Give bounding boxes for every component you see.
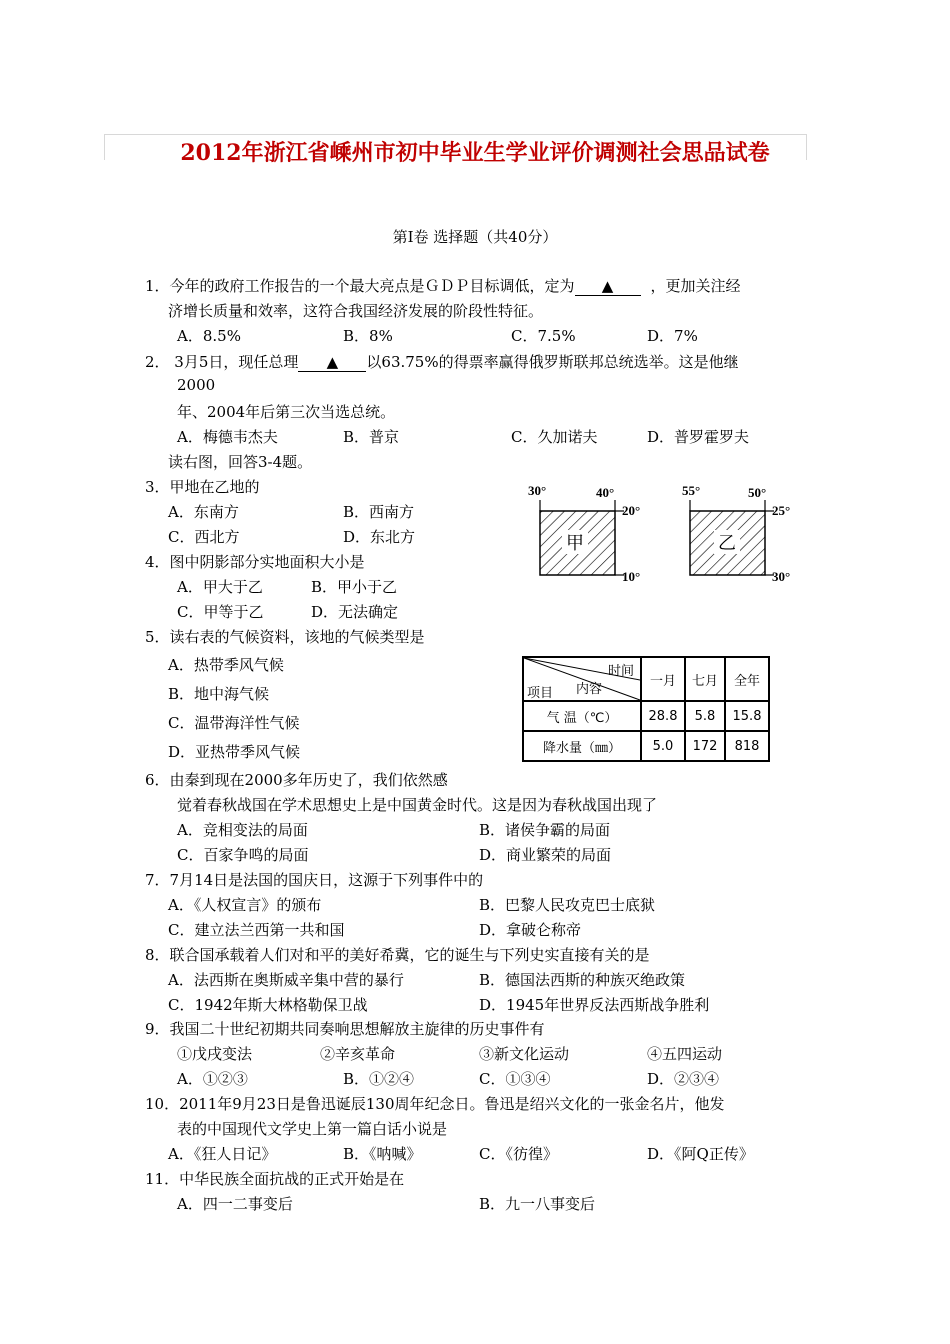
q10-option-c: C．《彷徨》 (479, 1145, 558, 1163)
q9-item-3: ③新文化运动 (479, 1045, 570, 1063)
q10-option-b: B．《呐喊》 (343, 1145, 422, 1163)
jia-label: 甲 (566, 533, 584, 553)
column-header: 七月 (685, 657, 725, 701)
table-header-row (523, 657, 769, 701)
table-cell: 172 (685, 731, 725, 761)
q1-option-a: A．8.5% (177, 327, 241, 345)
table-row (523, 731, 769, 761)
q2-line2: 2000 (177, 376, 216, 394)
q2-option-a: A．梅德韦杰夫 (177, 428, 278, 446)
q2-line1 (145, 351, 739, 372)
jia-lat-top: 20° (622, 503, 641, 518)
q9-item-2: ②辛亥革命 (320, 1045, 396, 1063)
q9-item-4: ④五四运动 (647, 1045, 723, 1063)
q1-option-d: D．7% (647, 327, 698, 345)
q2-option-b: B．普京 (343, 428, 400, 446)
q8-option-a: A．法西斯在奥斯威辛集中营的暴行 (168, 971, 404, 989)
yi-label: 乙 (718, 533, 736, 553)
q6-option-b: B．诸侯争霸的局面 (479, 821, 611, 839)
jia-lon-left: 30° (528, 483, 547, 498)
q7-stem: 7．7月14日是法国的国庆日，这源于下列事件中的 (145, 871, 484, 889)
q8-option-d: D．1945年世界反法西斯战争胜利 (479, 996, 710, 1014)
yi-lat-top: 25° (772, 503, 791, 518)
q11-stem: 11．中华民族全面抗战的正式开始是在 (145, 1170, 405, 1188)
q9-option-d: D．②③④ (647, 1070, 720, 1088)
map-jia (528, 483, 640, 584)
table-corner-cell (523, 657, 641, 701)
q2-blank: ▲ (298, 353, 366, 372)
q11-option-a: A．四一二事变后 (177, 1195, 293, 1213)
q1-stem-end: ，更加关注经 (650, 277, 741, 295)
q8-option-c: C．1942年斯大林格勒保卫战 (168, 996, 368, 1014)
latitude-longitude-figure (518, 478, 808, 590)
q6-line1: 6．由秦到现在2000多年历史了，我们依然感 (145, 771, 448, 789)
q2-option-c: C．久加诺夫 (511, 428, 598, 446)
q1-line2: 济增长质量和效率，这符合我国经济发展的阶段性特征。 (168, 302, 544, 320)
q5-option-c: C．温带海洋性气候 (168, 714, 300, 732)
q4-option-d: D．无法确定 (311, 603, 399, 621)
q7-option-b: B．巴黎人民攻克巴士底狱 (479, 896, 656, 914)
table-row (523, 701, 769, 731)
q10-line1: 10．2011年9月23日是鲁迅诞辰130周年纪念日。鲁迅是绍兴文化的一张金名片，他发 (145, 1095, 725, 1113)
q3-option-d: D．东北方 (343, 528, 416, 546)
q5-option-a: A．热带季风气候 (168, 656, 284, 674)
q6-option-d: D．商业繁荣的局面 (479, 846, 612, 864)
q9-option-c: C．①③④ (479, 1070, 551, 1088)
q1-stem: 1．今年的政府工作报告的一个最大亮点是ＧＤＰ目标调低，定为 (145, 277, 575, 295)
q1-blank: ▲ (575, 277, 641, 296)
corner-content: 内容 (576, 682, 603, 697)
row-label: 气 温（℃） (523, 701, 641, 731)
q6-option-c: C．百家争鸣的局面 (177, 846, 309, 864)
q10-option-a: A．《狂人日记》 (168, 1145, 277, 1163)
q8-stem: 8．联合国承载着人们对和平的美好希冀，它的诞生与下列史实直接有关的是 (145, 946, 650, 964)
q2-line3: 年、2004年后第三次当选总统。 (177, 403, 396, 421)
q5-option-d: D．亚热带季风气候 (168, 743, 301, 761)
row-label: 降水量（㎜） (523, 731, 641, 761)
q5-option-b: B．地中海气候 (168, 685, 270, 703)
q4-option-c: C．甲等于乙 (177, 603, 264, 621)
column-header: 全年 (725, 657, 769, 701)
table-cell: 15.8 (725, 701, 769, 731)
table-cell: 818 (725, 731, 769, 761)
title-rule (104, 134, 806, 135)
q4-option-b: B．甲小于乙 (311, 578, 398, 596)
section-heading: 第Ⅰ卷 选择题（共40分） (392, 228, 558, 246)
q1-option-b: B．8% (343, 327, 393, 345)
table-cell: 28.8 (641, 701, 685, 731)
q3-option-a: A．东南方 (168, 503, 239, 521)
q3-option-b: B．西南方 (343, 503, 415, 521)
q7-option-d: D．拿破仑称帝 (479, 921, 582, 939)
q1-option-c: C．7.5% (511, 327, 576, 345)
jia-lat-bottom: 10° (622, 569, 641, 584)
q5-stem: 5．读右表的气候资料，该地的气候类型是 (145, 628, 425, 646)
corner-item: 项目 (527, 686, 554, 701)
q2-stem-end: 以63.75%的得票率赢得俄罗斯联邦总统选举。这是他继 (366, 353, 739, 371)
q6-option-a: A．竞相变法的局面 (177, 821, 308, 839)
q6-line2: 觉着春秋战国在学术思想史上是中国黄金时代。这是因为春秋战国出现了 (177, 796, 658, 814)
map-yi (682, 483, 790, 584)
page-title: 2012年浙江省嵊州市初中毕业生学业评价调测社会思品试卷 (180, 140, 770, 166)
q9-stem: 9．我国二十世纪初期共同奏响思想解放主旋律的历史事件有 (145, 1020, 545, 1038)
jia-lon-right: 40° (596, 485, 615, 500)
q3-option-c: C．西北方 (168, 528, 240, 546)
column-header: 一月 (641, 657, 685, 701)
q11-option-b: B．九一八事变后 (479, 1195, 596, 1213)
read-map-instruction: 读右图，回答3-4题。 (168, 453, 313, 471)
table-cell: 5.8 (685, 701, 725, 731)
q7-option-c: C．建立法兰西第一共和国 (168, 921, 345, 939)
q8-option-b: B．德国法西斯的种族灭绝政策 (479, 971, 686, 989)
q10-line2: 表的中国现代文学史上第一篇白话小说是 (177, 1120, 448, 1138)
q3-stem: 3．甲地在乙地的 (145, 478, 260, 496)
q2-stem: 2． 3月5日，现任总理 (145, 353, 299, 371)
q9-option-a: A．①②③ (177, 1070, 248, 1088)
q10-option-d: D．《阿Q正传》 (647, 1145, 754, 1163)
yi-lat-bottom: 30° (772, 569, 791, 584)
corner-time: 时间 (607, 664, 634, 679)
q7-option-a: A．《人权宣言》的颁布 (168, 896, 322, 914)
q9-option-b: B．①②④ (343, 1070, 415, 1088)
yi-lon-left: 55° (682, 483, 701, 498)
yi-lon-right: 50° (748, 485, 767, 500)
q9-item-1: ①戊戌变法 (177, 1045, 253, 1063)
table-cell: 5.0 (641, 731, 685, 761)
climate-table (522, 656, 770, 762)
q1-line1 (145, 275, 741, 296)
q4-option-a: A．甲大于乙 (177, 578, 263, 596)
q2-option-d: D．普罗霍罗夫 (647, 428, 750, 446)
q4-stem: 4．图中阴影部分实地面积大小是 (145, 553, 365, 571)
